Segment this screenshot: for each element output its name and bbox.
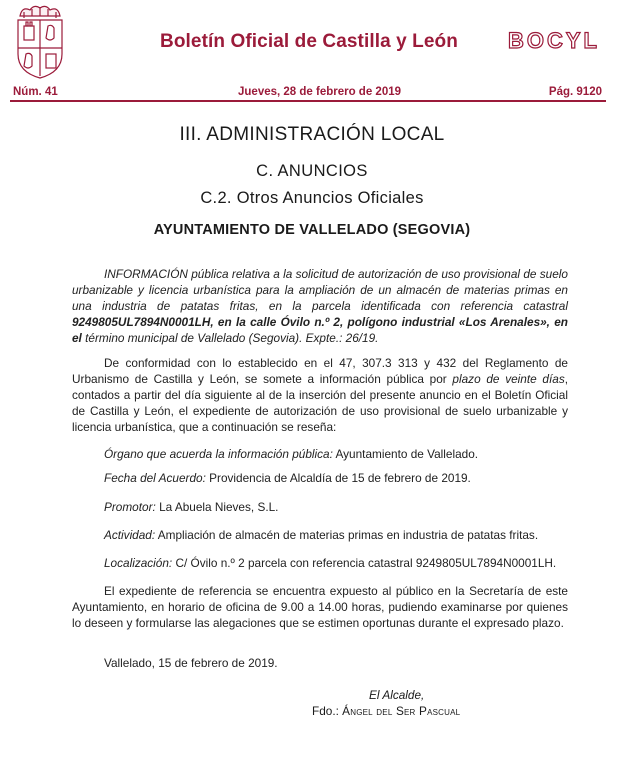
detail-value: Ayuntamiento de Vallelado. xyxy=(332,447,479,461)
section-heading: III. ADMINISTRACIÓN LOCAL xyxy=(179,124,445,145)
body-paragraph-2: El expediente de referencia se encuentra expuesto al público en la Secretaría de este Ayuntamiento, en horario de oficina de 9.00 a 14.00 horas, pudiendo examinarse por quienes lo deseen y formularse las alegaciones que se estimen oportunas durante el expresado plazo. xyxy=(72,584,568,630)
detail-item xyxy=(104,446,568,462)
subsubsection-heading: C.2. Otros Anuncios Oficiales xyxy=(200,189,424,207)
issue-number: Núm. 41 xyxy=(13,86,58,98)
entity-heading: AYUNTAMIENTO DE VALLELADO (SEGOVIA) xyxy=(153,222,471,238)
issue-meta-bar xyxy=(10,86,606,102)
detail-item xyxy=(104,555,568,571)
signature-line xyxy=(312,704,460,718)
signature-prefix: Fdo.: xyxy=(312,704,343,718)
detail-item xyxy=(104,499,568,515)
place-date: Vallelado, 15 de febrero de 2019. xyxy=(104,656,278,670)
detail-item xyxy=(104,470,568,486)
intro-paragraph xyxy=(72,266,568,346)
detail-label: Actividad: xyxy=(104,528,156,542)
signatory-name: Ángel del Ser Pascual xyxy=(342,704,461,718)
body1-italic: plazo de veinte días xyxy=(452,372,565,386)
subsection-heading: C. ANUNCIOS xyxy=(256,162,368,180)
bulletin-title: Boletín Oficial de Castilla y León xyxy=(160,31,458,52)
detail-label: Localización: xyxy=(104,556,173,570)
detail-label: Fecha del Acuerdo: xyxy=(104,471,206,485)
coat-of-arms-icon xyxy=(10,2,70,82)
bocyl-logo: BOCYL xyxy=(508,28,600,53)
detail-label: Órgano que acuerda la información pública: xyxy=(104,447,333,461)
detail-label: Promotor: xyxy=(104,500,156,514)
page-number: Pág. 9120 xyxy=(548,86,602,98)
body1-before: De conformidad con lo establecido en el 47, 307.3 313 y 432 del Reglamento de Urbanismo de Castilla y León, se somete a información pública por xyxy=(72,356,568,386)
detail-value: La Abuela Nieves, S.L. xyxy=(155,500,279,514)
signatory-role: El Alcalde, xyxy=(369,688,425,702)
intro-lead: INFORMACIÓN pública relativa a la solicitud de autorización de uso provisional de suelo urbanizable y licencia urbanística para la ampliación de un almacén de materias primas en una industria de patatas fritas, en la parcela identificada con referencia catastral xyxy=(72,267,568,313)
body1-after: , contados a partir del día siguiente al de la inserción del presente anuncio en el Boletín Oficial de Castilla y León, el expediente de autorización de uso provisional de suelo urbanizable y licencia urbanística, que a continuación se reseña: xyxy=(72,372,568,434)
intro-cadastral-reference: 9249805UL7894N0001LH, en la calle Óvilo n.º 2, polígono industrial «Los Arenales», en el xyxy=(72,315,568,345)
intro-tail: término municipal de Vallelado (Segovia). Expte.: 26/19. xyxy=(81,331,379,345)
detail-item xyxy=(104,527,568,543)
body-paragraph-1 xyxy=(72,355,568,435)
detail-value: C/ Óvilo n.º 2 parcela con referencia catastral 9249805UL7894N0001LH. xyxy=(172,556,557,570)
detail-value: Providencia de Alcaldía de 15 de febrero de 2019. xyxy=(205,471,471,485)
detail-value: Ampliación de almacén de materias primas en industria de patatas fritas. xyxy=(155,528,539,542)
issue-date: Jueves, 28 de febrero de 2019 xyxy=(238,86,402,98)
